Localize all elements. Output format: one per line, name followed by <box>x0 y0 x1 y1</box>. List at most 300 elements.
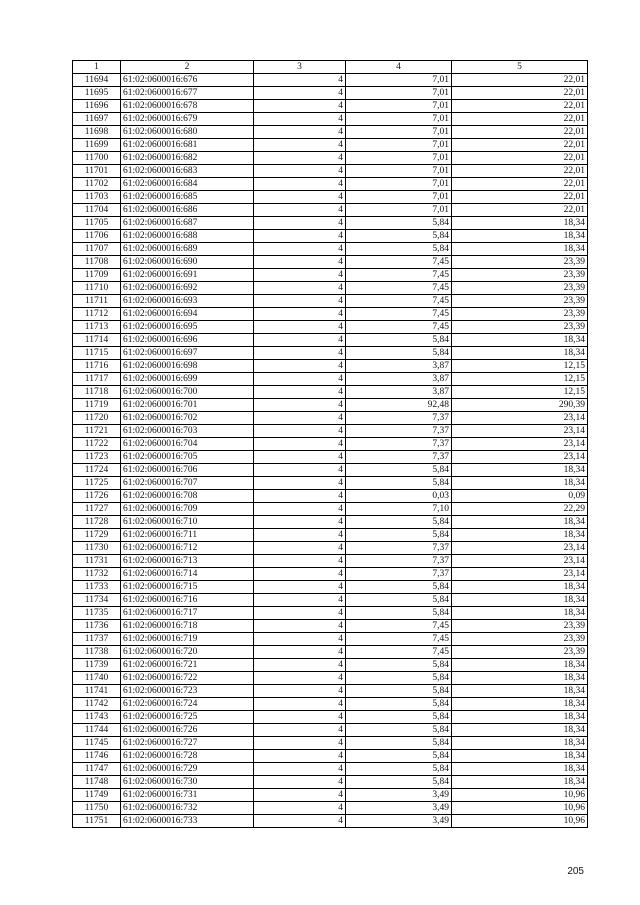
row-number-cell: 11745 <box>73 737 121 750</box>
total-cell: 18,34 <box>452 594 588 607</box>
value-cell: 7,37 <box>346 568 452 581</box>
cadastral-number-cell: 61:02:0600016:687 <box>121 217 254 230</box>
cadastral-number-cell: 61:02:0600016:683 <box>121 165 254 178</box>
total-cell: 290,39 <box>452 399 588 412</box>
table-row <box>73 724 588 737</box>
table-row <box>73 100 588 113</box>
value-cell: 5,84 <box>346 776 452 789</box>
row-number-cell: 11714 <box>73 334 121 347</box>
row-number-cell: 11744 <box>73 724 121 737</box>
total-cell: 18,34 <box>452 685 588 698</box>
code-cell: 4 <box>254 100 346 113</box>
row-number-cell: 11700 <box>73 152 121 165</box>
table-row <box>73 87 588 100</box>
table-row <box>73 789 588 802</box>
cadastral-number-cell: 61:02:0600016:732 <box>121 802 254 815</box>
table-row <box>73 334 588 347</box>
code-cell: 4 <box>254 477 346 490</box>
row-number-cell: 11731 <box>73 555 121 568</box>
row-number-cell: 11750 <box>73 802 121 815</box>
value-cell: 5,84 <box>346 347 452 360</box>
value-cell: 7,45 <box>346 282 452 295</box>
table-row <box>73 451 588 464</box>
row-number-cell: 11732 <box>73 568 121 581</box>
value-cell: 7,01 <box>346 139 452 152</box>
code-cell: 4 <box>254 815 346 828</box>
table-row <box>73 217 588 230</box>
code-cell: 4 <box>254 451 346 464</box>
row-number-cell: 11740 <box>73 672 121 685</box>
value-cell: 7,37 <box>346 542 452 555</box>
total-cell: 18,34 <box>452 672 588 685</box>
table-row <box>73 672 588 685</box>
cadastral-number-cell: 61:02:0600016:712 <box>121 542 254 555</box>
table-row <box>73 295 588 308</box>
value-cell: 0,03 <box>346 490 452 503</box>
table-row <box>73 568 588 581</box>
total-cell: 18,34 <box>452 581 588 594</box>
table-row <box>73 191 588 204</box>
value-cell: 7,45 <box>346 321 452 334</box>
value-cell: 7,37 <box>346 451 452 464</box>
code-cell: 4 <box>254 789 346 802</box>
column-header: 3 <box>254 61 346 74</box>
code-cell: 4 <box>254 711 346 724</box>
total-cell: 12,15 <box>452 373 588 386</box>
code-cell: 4 <box>254 776 346 789</box>
total-cell: 23,39 <box>452 282 588 295</box>
code-cell: 4 <box>254 87 346 100</box>
cadastral-number-cell: 61:02:0600016:690 <box>121 256 254 269</box>
total-cell: 12,15 <box>452 360 588 373</box>
value-cell: 7,37 <box>346 555 452 568</box>
code-cell: 4 <box>254 165 346 178</box>
code-cell: 4 <box>254 347 346 360</box>
cadastral-number-cell: 61:02:0600016:694 <box>121 308 254 321</box>
cadastral-number-cell: 61:02:0600016:679 <box>121 113 254 126</box>
value-cell: 7,45 <box>346 295 452 308</box>
row-number-cell: 11709 <box>73 269 121 282</box>
row-number-cell: 11721 <box>73 425 121 438</box>
table-row <box>73 269 588 282</box>
total-cell: 23,39 <box>452 256 588 269</box>
cadastral-number-cell: 61:02:0600016:708 <box>121 490 254 503</box>
cadastral-number-cell: 61:02:0600016:730 <box>121 776 254 789</box>
row-number-cell: 11741 <box>73 685 121 698</box>
code-cell: 4 <box>254 308 346 321</box>
table-row <box>73 607 588 620</box>
table-row <box>73 659 588 672</box>
row-number-cell: 11713 <box>73 321 121 334</box>
value-cell: 3,49 <box>346 815 452 828</box>
code-cell: 4 <box>254 360 346 373</box>
row-number-cell: 11746 <box>73 750 121 763</box>
row-number-cell: 11708 <box>73 256 121 269</box>
cadastral-number-cell: 61:02:0600016:696 <box>121 334 254 347</box>
row-number-cell: 11743 <box>73 711 121 724</box>
table-row <box>73 386 588 399</box>
cadastral-number-cell: 61:02:0600016:711 <box>121 529 254 542</box>
cadastral-number-cell: 61:02:0600016:723 <box>121 685 254 698</box>
code-cell: 4 <box>254 126 346 139</box>
row-number-cell: 11733 <box>73 581 121 594</box>
cadastral-number-cell: 61:02:0600016:727 <box>121 737 254 750</box>
total-cell: 23,14 <box>452 438 588 451</box>
table-body <box>73 61 588 828</box>
cadastral-number-cell: 61:02:0600016:691 <box>121 269 254 282</box>
table-row <box>73 711 588 724</box>
value-cell: 5,84 <box>346 230 452 243</box>
table-row <box>73 243 588 256</box>
total-cell: 18,34 <box>452 334 588 347</box>
code-cell: 4 <box>254 568 346 581</box>
table-row <box>73 425 588 438</box>
table-row <box>73 464 588 477</box>
value-cell: 7,01 <box>346 165 452 178</box>
cadastral-number-cell: 61:02:0600016:729 <box>121 763 254 776</box>
cadastral-number-cell: 61:02:0600016:700 <box>121 386 254 399</box>
total-cell: 18,34 <box>452 347 588 360</box>
value-cell: 5,84 <box>346 607 452 620</box>
row-number-cell: 11707 <box>73 243 121 256</box>
table-row <box>73 74 588 87</box>
total-cell: 22,01 <box>452 139 588 152</box>
total-cell: 18,34 <box>452 750 588 763</box>
row-number-cell: 11727 <box>73 503 121 516</box>
table-row <box>73 815 588 828</box>
total-cell: 23,39 <box>452 295 588 308</box>
row-number-cell: 11699 <box>73 139 121 152</box>
total-cell: 23,14 <box>452 555 588 568</box>
total-cell: 18,34 <box>452 217 588 230</box>
cadastral-number-cell: 61:02:0600016:681 <box>121 139 254 152</box>
row-number-cell: 11703 <box>73 191 121 204</box>
table-row <box>73 581 588 594</box>
row-number-cell: 11726 <box>73 490 121 503</box>
value-cell: 7,01 <box>346 113 452 126</box>
row-number-cell: 11716 <box>73 360 121 373</box>
cadastral-number-cell: 61:02:0600016:676 <box>121 74 254 87</box>
cadastral-number-cell: 61:02:0600016:695 <box>121 321 254 334</box>
cadastral-number-cell: 61:02:0600016:718 <box>121 620 254 633</box>
cadastral-number-cell: 61:02:0600016:733 <box>121 815 254 828</box>
row-number-cell: 11717 <box>73 373 121 386</box>
code-cell: 4 <box>254 217 346 230</box>
value-cell: 7,01 <box>346 178 452 191</box>
table-row <box>73 646 588 659</box>
table-row <box>73 113 588 126</box>
value-cell: 3,87 <box>346 386 452 399</box>
row-number-cell: 11729 <box>73 529 121 542</box>
row-number-cell: 11730 <box>73 542 121 555</box>
column-header: 5 <box>452 61 588 74</box>
cadastral-number-cell: 61:02:0600016:698 <box>121 360 254 373</box>
code-cell: 4 <box>254 256 346 269</box>
total-cell: 22,01 <box>452 165 588 178</box>
cadastral-number-cell: 61:02:0600016:703 <box>121 425 254 438</box>
column-header: 4 <box>346 61 452 74</box>
total-cell: 23,39 <box>452 321 588 334</box>
table-row <box>73 165 588 178</box>
row-number-cell: 11702 <box>73 178 121 191</box>
value-cell: 7,37 <box>346 412 452 425</box>
table-row <box>73 737 588 750</box>
total-cell: 22,29 <box>452 503 588 516</box>
row-number-cell: 11705 <box>73 217 121 230</box>
table-row <box>73 152 588 165</box>
cadastral-number-cell: 61:02:0600016:709 <box>121 503 254 516</box>
cadastral-number-cell: 61:02:0600016:726 <box>121 724 254 737</box>
value-cell: 5,84 <box>346 750 452 763</box>
value-cell: 5,84 <box>346 464 452 477</box>
column-header: 1 <box>73 61 121 74</box>
table-row <box>73 139 588 152</box>
row-number-cell: 11749 <box>73 789 121 802</box>
total-cell: 18,34 <box>452 516 588 529</box>
cadastral-number-cell: 61:02:0600016:716 <box>121 594 254 607</box>
cadastral-number-cell: 61:02:0600016:710 <box>121 516 254 529</box>
table-row <box>73 399 588 412</box>
table-row <box>73 360 588 373</box>
total-cell: 23,14 <box>452 425 588 438</box>
table-row <box>73 256 588 269</box>
value-cell: 7,01 <box>346 100 452 113</box>
cadastral-number-cell: 61:02:0600016:715 <box>121 581 254 594</box>
total-cell: 18,34 <box>452 243 588 256</box>
row-number-cell: 11711 <box>73 295 121 308</box>
row-number-cell: 11706 <box>73 230 121 243</box>
value-cell: 7,01 <box>346 191 452 204</box>
row-number-cell: 11734 <box>73 594 121 607</box>
code-cell: 4 <box>254 490 346 503</box>
code-cell: 4 <box>254 802 346 815</box>
code-cell: 4 <box>254 438 346 451</box>
row-number-cell: 11718 <box>73 386 121 399</box>
total-cell: 18,34 <box>452 776 588 789</box>
value-cell: 7,01 <box>346 87 452 100</box>
row-number-cell: 11738 <box>73 646 121 659</box>
total-cell: 18,34 <box>452 464 588 477</box>
table-row <box>73 555 588 568</box>
code-cell: 4 <box>254 334 346 347</box>
table-row <box>73 321 588 334</box>
table-row <box>73 776 588 789</box>
row-number-cell: 11751 <box>73 815 121 828</box>
code-cell: 4 <box>254 399 346 412</box>
cadastral-number-cell: 61:02:0600016:731 <box>121 789 254 802</box>
value-cell: 7,01 <box>346 126 452 139</box>
cadastral-number-cell: 61:02:0600016:701 <box>121 399 254 412</box>
row-number-cell: 11735 <box>73 607 121 620</box>
header-row <box>73 61 588 74</box>
cadastral-number-cell: 61:02:0600016:685 <box>121 191 254 204</box>
code-cell: 4 <box>254 230 346 243</box>
value-cell: 7,01 <box>346 204 452 217</box>
code-cell: 4 <box>254 282 346 295</box>
table-row <box>73 490 588 503</box>
value-cell: 7,01 <box>346 74 452 87</box>
code-cell: 4 <box>254 204 346 217</box>
cadastral-number-cell: 61:02:0600016:680 <box>121 126 254 139</box>
code-cell: 4 <box>254 685 346 698</box>
value-cell: 5,84 <box>346 334 452 347</box>
cadastral-number-cell: 61:02:0600016:725 <box>121 711 254 724</box>
code-cell: 4 <box>254 269 346 282</box>
row-number-cell: 11715 <box>73 347 121 360</box>
table-row <box>73 516 588 529</box>
value-cell: 7,10 <box>346 503 452 516</box>
total-cell: 18,34 <box>452 737 588 750</box>
value-cell: 3,49 <box>346 789 452 802</box>
total-cell: 23,14 <box>452 568 588 581</box>
row-number-cell: 11720 <box>73 412 121 425</box>
total-cell: 18,34 <box>452 698 588 711</box>
total-cell: 10,96 <box>452 815 588 828</box>
total-cell: 18,34 <box>452 659 588 672</box>
cadastral-number-cell: 61:02:0600016:707 <box>121 477 254 490</box>
total-cell: 23,39 <box>452 646 588 659</box>
table-row <box>73 503 588 516</box>
total-cell: 18,34 <box>452 607 588 620</box>
row-number-cell: 11724 <box>73 464 121 477</box>
value-cell: 7,45 <box>346 269 452 282</box>
code-cell: 4 <box>254 243 346 256</box>
total-cell: 18,34 <box>452 230 588 243</box>
table-row <box>73 230 588 243</box>
cadastral-number-cell: 61:02:0600016:719 <box>121 633 254 646</box>
cadastral-number-cell: 61:02:0600016:684 <box>121 178 254 191</box>
table-row <box>73 698 588 711</box>
code-cell: 4 <box>254 152 346 165</box>
total-cell: 23,39 <box>452 620 588 633</box>
row-number-cell: 11722 <box>73 438 121 451</box>
total-cell: 23,14 <box>452 451 588 464</box>
value-cell: 7,45 <box>346 633 452 646</box>
table-row <box>73 347 588 360</box>
cadastral-number-cell: 61:02:0600016:722 <box>121 672 254 685</box>
row-number-cell: 11748 <box>73 776 121 789</box>
code-cell: 4 <box>254 581 346 594</box>
code-cell: 4 <box>254 191 346 204</box>
cadastral-number-cell: 61:02:0600016:693 <box>121 295 254 308</box>
total-cell: 23,39 <box>452 269 588 282</box>
table-row <box>73 282 588 295</box>
code-cell: 4 <box>254 373 346 386</box>
row-number-cell: 11696 <box>73 100 121 113</box>
table-row <box>73 412 588 425</box>
code-cell: 4 <box>254 321 346 334</box>
row-number-cell: 11723 <box>73 451 121 464</box>
code-cell: 4 <box>254 763 346 776</box>
cadastral-number-cell: 61:02:0600016:714 <box>121 568 254 581</box>
code-cell: 4 <box>254 295 346 308</box>
row-number-cell: 11710 <box>73 282 121 295</box>
code-cell: 4 <box>254 178 346 191</box>
row-number-cell: 11697 <box>73 113 121 126</box>
total-cell: 10,96 <box>452 789 588 802</box>
value-cell: 7,45 <box>346 308 452 321</box>
total-cell: 0,09 <box>452 490 588 503</box>
total-cell: 22,01 <box>452 204 588 217</box>
table-row <box>73 373 588 386</box>
code-cell: 4 <box>254 386 346 399</box>
value-cell: 7,37 <box>346 438 452 451</box>
total-cell: 18,34 <box>452 763 588 776</box>
column-header: 2 <box>121 61 254 74</box>
table-row <box>73 763 588 776</box>
code-cell: 4 <box>254 529 346 542</box>
code-cell: 4 <box>254 672 346 685</box>
row-number-cell: 11728 <box>73 516 121 529</box>
value-cell: 3,49 <box>346 802 452 815</box>
total-cell: 22,01 <box>452 191 588 204</box>
data-table <box>72 60 588 828</box>
total-cell: 23,14 <box>452 542 588 555</box>
value-cell: 5,84 <box>346 217 452 230</box>
cadastral-number-cell: 61:02:0600016:686 <box>121 204 254 217</box>
table-row <box>73 750 588 763</box>
cadastral-number-cell: 61:02:0600016:699 <box>121 373 254 386</box>
page-number: 205 <box>567 866 584 877</box>
row-number-cell: 11701 <box>73 165 121 178</box>
total-cell: 22,01 <box>452 152 588 165</box>
row-number-cell: 11747 <box>73 763 121 776</box>
code-cell: 4 <box>254 74 346 87</box>
code-cell: 4 <box>254 620 346 633</box>
row-number-cell: 11704 <box>73 204 121 217</box>
value-cell: 7,45 <box>346 620 452 633</box>
cadastral-number-cell: 61:02:0600016:688 <box>121 230 254 243</box>
value-cell: 5,84 <box>346 711 452 724</box>
code-cell: 4 <box>254 113 346 126</box>
total-cell: 18,34 <box>452 724 588 737</box>
cadastral-number-cell: 61:02:0600016:720 <box>121 646 254 659</box>
row-number-cell: 11725 <box>73 477 121 490</box>
code-cell: 4 <box>254 464 346 477</box>
code-cell: 4 <box>254 555 346 568</box>
row-number-cell: 11712 <box>73 308 121 321</box>
value-cell: 5,84 <box>346 477 452 490</box>
total-cell: 23,14 <box>452 412 588 425</box>
table-row <box>73 178 588 191</box>
table-row <box>73 438 588 451</box>
cadastral-number-cell: 61:02:0600016:677 <box>121 87 254 100</box>
value-cell: 92,48 <box>346 399 452 412</box>
cadastral-number-cell: 61:02:0600016:692 <box>121 282 254 295</box>
cadastral-number-cell: 61:02:0600016:678 <box>121 100 254 113</box>
row-number-cell: 11695 <box>73 87 121 100</box>
cadastral-number-cell: 61:02:0600016:717 <box>121 607 254 620</box>
table-row <box>73 802 588 815</box>
value-cell: 5,84 <box>346 659 452 672</box>
table-row <box>73 477 588 490</box>
value-cell: 5,84 <box>346 737 452 750</box>
table-row <box>73 529 588 542</box>
table-row <box>73 633 588 646</box>
total-cell: 22,01 <box>452 178 588 191</box>
value-cell: 7,01 <box>346 152 452 165</box>
cadastral-number-cell: 61:02:0600016:704 <box>121 438 254 451</box>
total-cell: 22,01 <box>452 126 588 139</box>
value-cell: 5,84 <box>346 685 452 698</box>
total-cell: 22,01 <box>452 74 588 87</box>
code-cell: 4 <box>254 646 346 659</box>
value-cell: 5,84 <box>346 698 452 711</box>
table-row <box>73 204 588 217</box>
value-cell: 5,84 <box>346 516 452 529</box>
total-cell: 18,34 <box>452 477 588 490</box>
row-number-cell: 11742 <box>73 698 121 711</box>
